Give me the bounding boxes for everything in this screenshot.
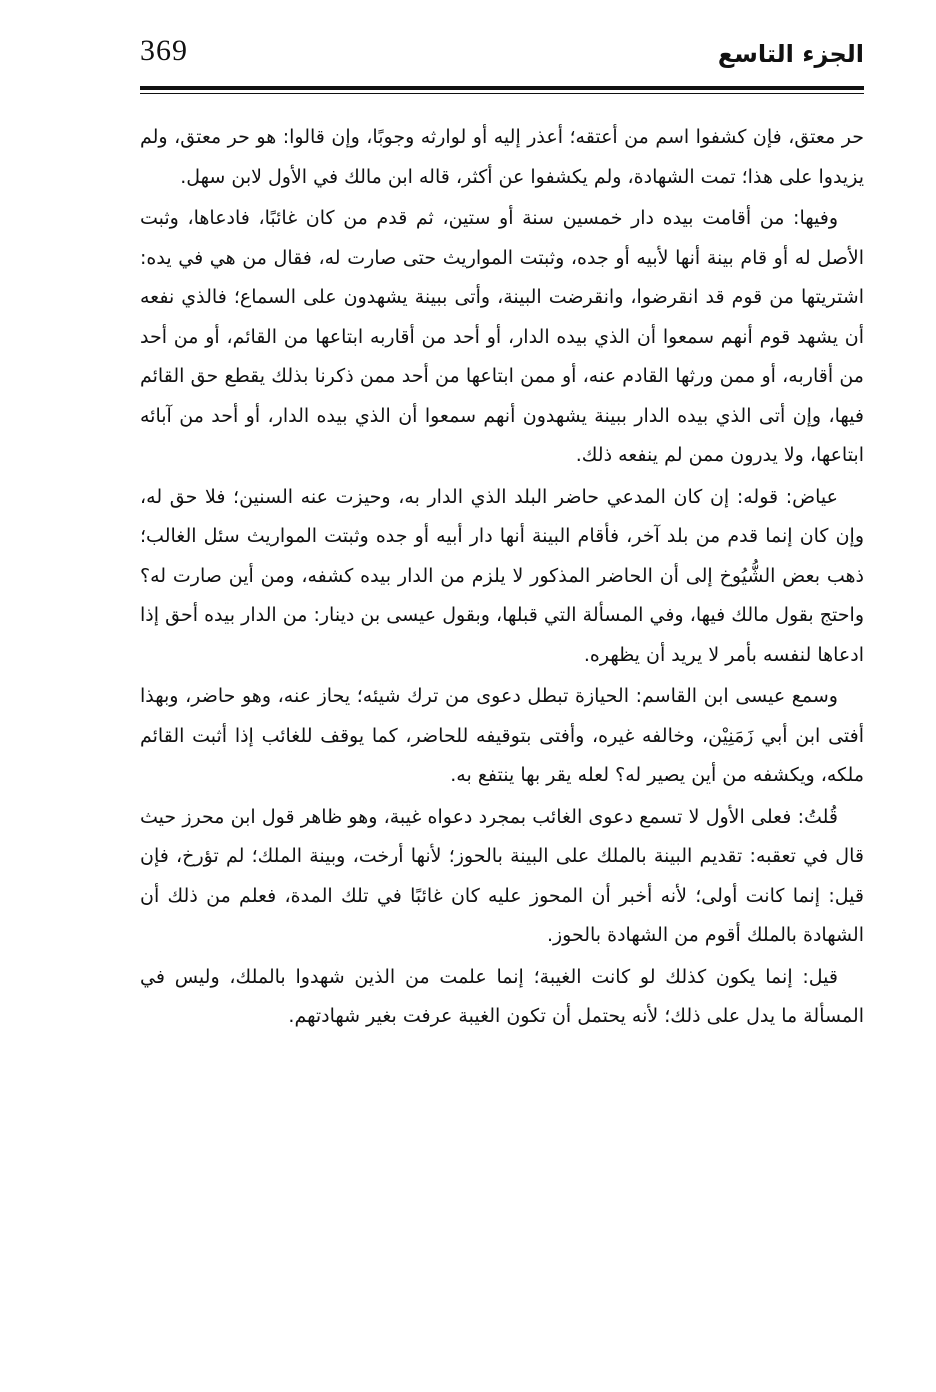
paragraph-qila: قيل: إنما يكون كذلك لو كانت الغيبة؛ إنما علمت من الذين شهدوا بالملك، وليس في المسألة ما يدل على ذلك؛ لأنه يحتمل أن تكون الغيبة عرفت بغير شهادتهم. [140,965,864,1027]
header-rule-thick [140,86,864,90]
paragraph-iyad: عياض: قوله: إن كان المدعي حاضر البلد الذي الدار به، وحيزت عنه السنين؛ فلا حق له، وإن كان إنما قدم من بلد آخر، فأقام البينة أنها دار أبيه أو جده وثبتت المواريث سئل الغالب؛ ذهب بعض الشُّيُوخ إلى أن الحاضر المذكور لا يلزم من الدار بيده كشفه، ومن أين صارت له؟ واحتج بقول مالك فيها، وفي المسألة التي قبلها، وبقول عيسى بن دينار: من الدار بيده أحق إذا ادعاها لنفسه بأمر لا يريد أن يظهره. [140,485,864,666]
paragraph-isa: وسمع عيسى ابن القاسم: الحيازة تبطل دعوى من ترك شيئه؛ يحاز عنه، وهو حاضر، وبهذا أفتى ابن أبي زَمَنِيْن، وخالفه غيره، وأفتى بتوقيفه للحاضر، كما يوقف للغائب إذا أثبت القائم ملكه، ويكشفه من أين يصير له؟ لعله يقر بها ينتفع به. [140,685,864,786]
body-text [140,118,864,1039]
page-number: 369 [140,34,188,67]
header-rule-thin [140,93,864,94]
running-head [140,28,864,88]
volume-title: الجزء التاسع [717,40,864,68]
paragraph-continuation: حر معتق، فإن كشفوا اسم من أعتقه؛ أعذر إليه أو لوارثه وجوبًا، وإن قالوا: هو حر معتق، ولم يزيدوا على هذا؛ تمت الشهادة، ولم يكشفوا عن أكثر، قاله ابن مالك في الأول لابن سهل. [140,126,864,188]
paragraph-qultu: قُلتُ: فعلى الأول لا تسمع دعوى الغائب بمجرد دعواه غيبة، وهو ظاهر قول ابن محرز حيث قال في تعقبه: تقديم البينة بالملك على البينة بالحوز؛ لأنها أرخت، وبينة الملك؛ لم تؤرخ، فإن قيل: إنما كانت أولى؛ لأنه أخبر أن المحوز عليه كان غائبًا في تلك المدة، فعلم من ذلك أن الشهادة بالملك أقوم من الشهادة بالحوز. [140,805,864,946]
paragraph-fiha: وفيها: من أقامت بيده دار خمسين سنة أو ستين، ثم قدم من كان غائبًا، فادعاها، وثبت الأصل له أو قام بينة أنها لأبيه أو جده، وثبتت المواريث حتى صارت له، فقال من هي في يده: اشتريتها من قوم قد انقرضوا، وانقرضت البينة، وأتى ببينة يشهدون على السماع؛ فالذي نفعه أن يشهد قوم أنهم سمعوا أن الذي بيده الدار، أو أحد من أقاربه ابتاعها من القائم، أو من أحد من أقاربه، أو ممن ورثها القادم عنه، أو ممن ابتاعها من أحد ممن ذكرنا بذلك يقطع حق القائم فيها، وإن أتى الذي بيده الدار ببينة يشهدون أنهم سمعوا أن الذي بيده الدار، أو أحد من آبائه ابتاعها، ولا يدرون ممن لم ينفعه ذلك. [140,207,864,466]
